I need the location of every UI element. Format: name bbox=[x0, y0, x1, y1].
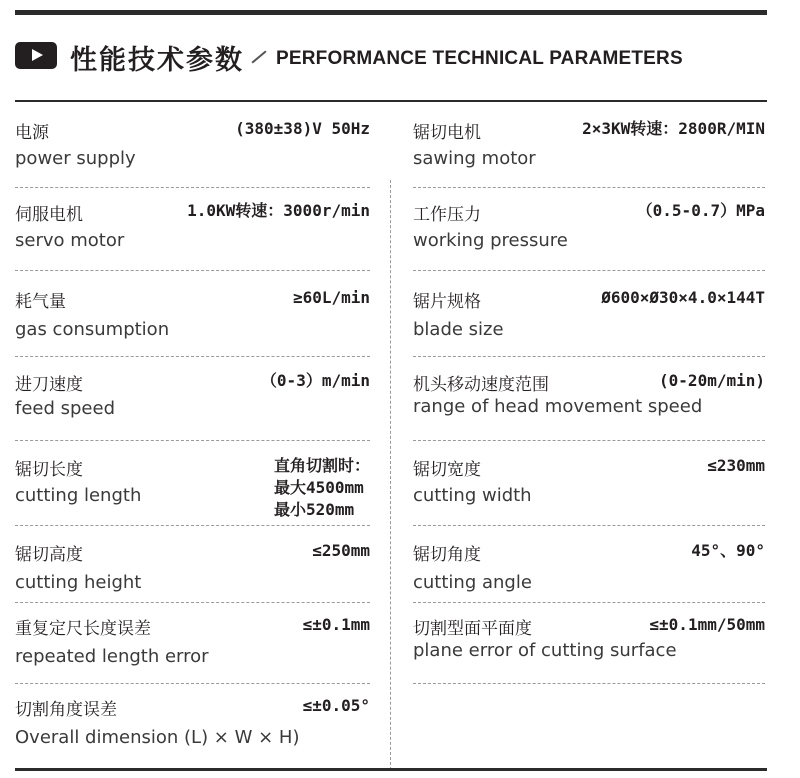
spec-row bbox=[15, 540, 370, 610]
spec-row bbox=[413, 370, 765, 440]
spec-value bbox=[261, 370, 370, 392]
spec-label-en: cutting width bbox=[413, 485, 532, 506]
spec-row bbox=[413, 287, 765, 357]
bottom-rule bbox=[15, 768, 767, 771]
spec-label-cn: 锯切长度 bbox=[15, 460, 83, 480]
row-separator bbox=[413, 270, 765, 271]
spec-value-line: （0-3）m/min bbox=[260, 371, 370, 390]
spec-row bbox=[413, 614, 765, 684]
spec-value bbox=[274, 455, 370, 521]
row-separator bbox=[413, 440, 765, 441]
spec-label-cn: 切割型面平面度 bbox=[413, 619, 532, 639]
row-separator bbox=[15, 356, 370, 357]
row-separator bbox=[15, 525, 370, 526]
spec-label-en: power supply bbox=[15, 148, 136, 169]
spec-label-en: sawing motor bbox=[413, 148, 536, 169]
spec-value bbox=[707, 455, 765, 477]
spec-value-line: 最大4500mm bbox=[273, 478, 364, 497]
row-separator bbox=[15, 683, 370, 684]
spec-value-line: ≤±0.1mm bbox=[302, 615, 370, 634]
spec-value-line: 最小520mm bbox=[273, 500, 355, 519]
row-separator bbox=[413, 602, 765, 603]
row-separator bbox=[413, 187, 765, 188]
spec-value-line: 2×3KW转速：2800R/MIN bbox=[582, 119, 765, 138]
row-separator bbox=[413, 683, 765, 684]
spec-row bbox=[413, 540, 765, 610]
spec-label-cn: 锯片规格 bbox=[413, 292, 481, 312]
spec-row bbox=[413, 118, 765, 188]
spec-row bbox=[413, 200, 765, 270]
row-separator bbox=[15, 440, 370, 441]
spec-label-en: cutting height bbox=[15, 572, 142, 593]
row-separator bbox=[15, 602, 370, 603]
row-separator bbox=[15, 270, 370, 271]
spec-label-cn: 进刀速度 bbox=[15, 375, 83, 395]
spec-label-cn: 重复定尺长度误差 bbox=[15, 619, 151, 639]
spec-value bbox=[303, 695, 370, 717]
spec-value bbox=[312, 540, 370, 562]
spec-value bbox=[601, 287, 765, 309]
spec-value-line: 直角切割时： bbox=[273, 456, 370, 475]
spec-value-line: ≤230mm bbox=[707, 456, 765, 475]
spec-row bbox=[15, 614, 370, 684]
spec-label-cn: 切割角度误差 bbox=[15, 700, 117, 720]
spec-value bbox=[235, 118, 370, 140]
spec-label-cn: 电源 bbox=[15, 123, 49, 143]
section-title-en: PERFORMANCE TECHNICAL PARAMETERS bbox=[276, 48, 683, 69]
spec-label-cn: 工作压力 bbox=[413, 205, 481, 225]
spec-label-en: working pressure bbox=[413, 230, 568, 251]
spec-value-line: Ø600×Ø30×4.0×144T bbox=[601, 288, 765, 307]
spec-row bbox=[15, 200, 370, 270]
spec-row bbox=[15, 370, 370, 440]
spec-label-en: range of head movement speed bbox=[413, 396, 703, 417]
row-separator bbox=[413, 356, 765, 357]
column-divider bbox=[390, 180, 391, 770]
spec-value-line: ≤±0.05° bbox=[302, 696, 370, 715]
spec-label-en: gas consumption bbox=[15, 319, 170, 340]
row-separator bbox=[15, 187, 370, 188]
spec-value bbox=[582, 118, 765, 140]
spec-value-line: (0-20m/min) bbox=[659, 371, 765, 390]
top-rule bbox=[15, 10, 767, 15]
spec-row bbox=[15, 118, 370, 188]
spec-value-line: ≥60L/min bbox=[292, 288, 370, 307]
spec-label-en: servo motor bbox=[15, 230, 125, 251]
section-title-cn: 性能技术参数 bbox=[70, 45, 244, 76]
spec-value bbox=[659, 370, 765, 392]
play-icon bbox=[15, 42, 57, 69]
spec-row bbox=[15, 455, 370, 525]
spec-value bbox=[303, 614, 370, 636]
spec-label-en: Overall dimension (L) × W × H) bbox=[15, 727, 300, 748]
spec-value bbox=[293, 287, 370, 309]
spec-row bbox=[15, 287, 370, 357]
spec-label-en: cutting angle bbox=[413, 572, 532, 593]
spec-value bbox=[637, 200, 765, 222]
spec-value-line: ≤±0.1mm/50mm bbox=[649, 615, 765, 634]
spec-row bbox=[15, 695, 370, 765]
spec-row bbox=[413, 455, 765, 525]
row-separator bbox=[413, 525, 765, 526]
spec-value-line: （0.5-0.7）MPa bbox=[636, 201, 765, 220]
spec-label-en: plane error of cutting surface bbox=[413, 640, 677, 661]
spec-value-line: ≤250mm bbox=[312, 541, 370, 560]
slash-separator bbox=[251, 50, 266, 63]
spec-label-cn: 伺服电机 bbox=[15, 205, 83, 225]
spec-label-cn: 锯切高度 bbox=[15, 545, 83, 565]
spec-label-en: feed speed bbox=[15, 398, 116, 419]
spec-value bbox=[187, 200, 370, 222]
header-rule bbox=[15, 100, 767, 102]
spec-label-cn: 机头移动速度范围 bbox=[413, 375, 549, 395]
spec-label-en: blade size bbox=[413, 319, 504, 340]
spec-value-line: (380±38)V 50Hz bbox=[235, 119, 370, 138]
spec-label-cn: 耗气量 bbox=[15, 292, 66, 312]
spec-label-cn: 锯切电机 bbox=[413, 123, 481, 143]
spec-label-cn: 锯切宽度 bbox=[413, 460, 481, 480]
spec-label-en: cutting length bbox=[15, 485, 142, 506]
spec-value bbox=[649, 614, 765, 636]
spec-value-line: 45°、90° bbox=[691, 541, 765, 560]
spec-value bbox=[691, 540, 765, 562]
spec-label-cn: 锯切角度 bbox=[413, 545, 481, 565]
spec-value-line: 1.0KW转速：3000r/min bbox=[187, 201, 370, 220]
spec-label-en: repeated length error bbox=[15, 646, 209, 667]
